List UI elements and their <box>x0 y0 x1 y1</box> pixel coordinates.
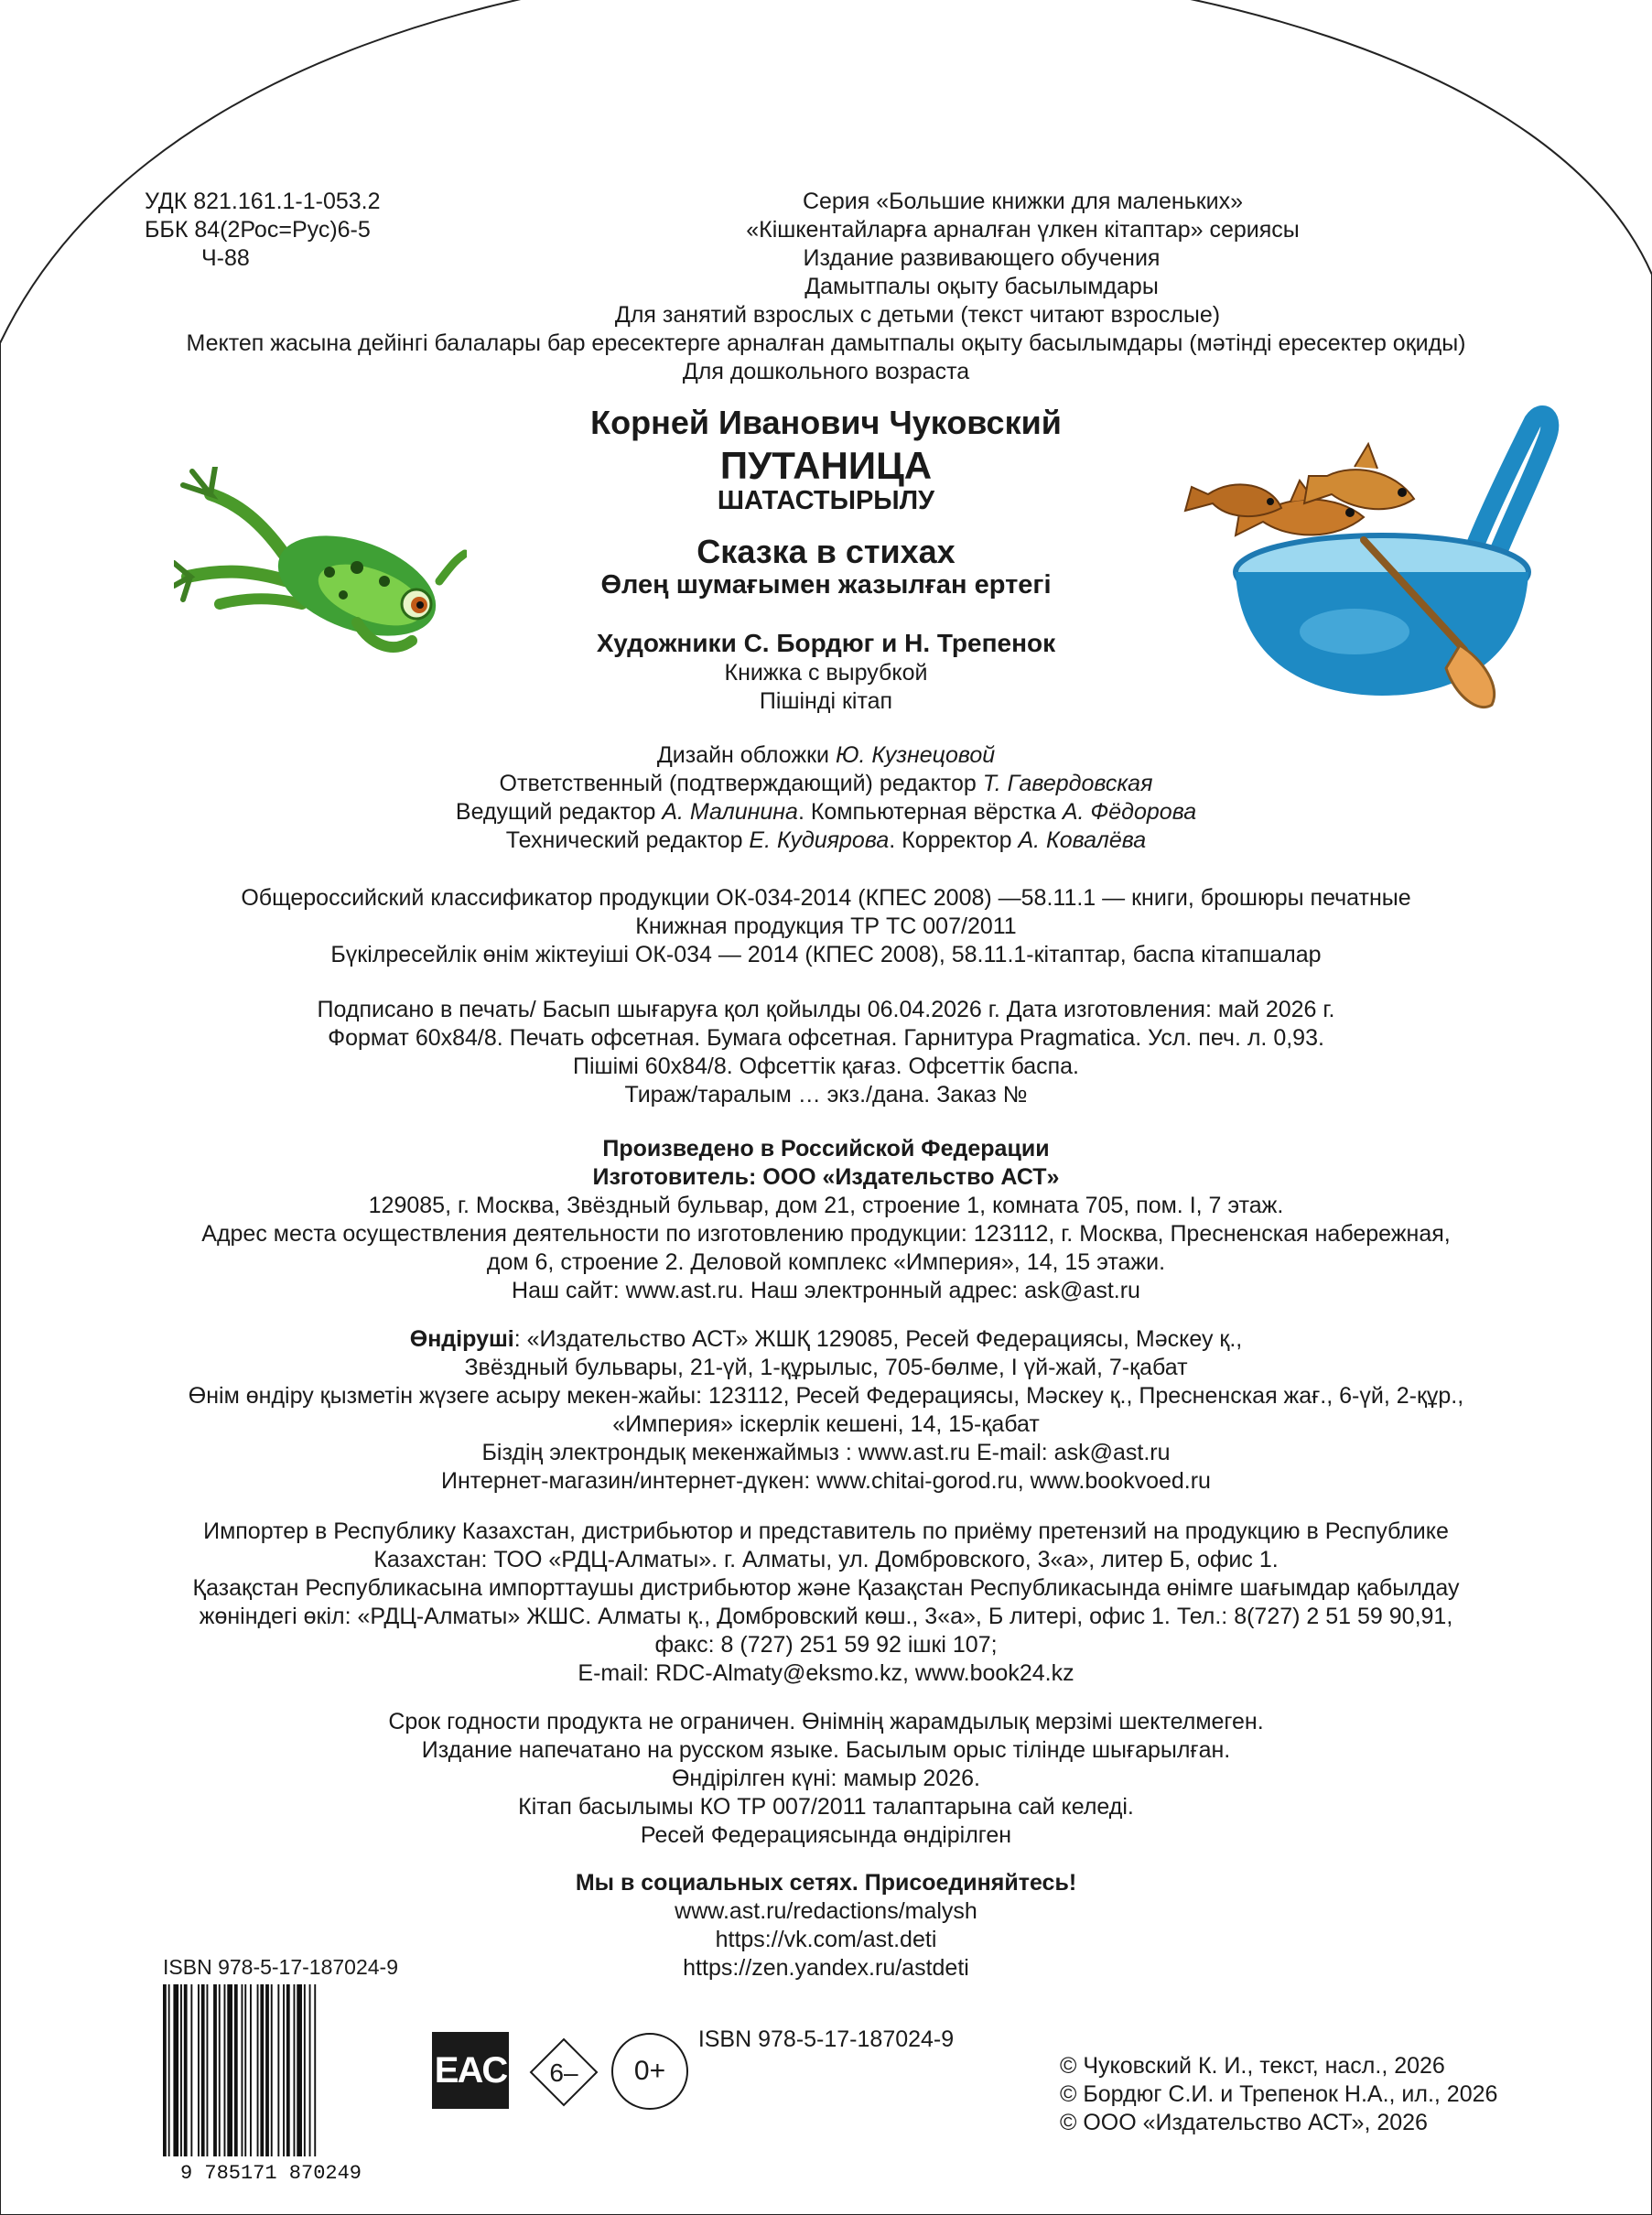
barcode-digits: 9 785171 870249 <box>179 2162 362 2184</box>
printing-block <box>0 996 1652 1109</box>
book-title-kz: ШАТАСТЫРЫЛУ <box>717 486 935 515</box>
copyright-block <box>1060 2052 1497 2137</box>
produced-in: Произведено в Российской Федерации <box>602 1136 1050 1162</box>
manufacturer-name: Изготовитель: ООО «Издательство АСТ» <box>592 1164 1060 1190</box>
shelf-line: Издание напечатано на русском языке. Басылым орыс тілінде шығарылған. <box>421 1737 1231 1763</box>
shelf-life-block <box>0 1708 1652 1850</box>
importer-line: жөніндегі өкіл: «РДЦ-Алматы» ЖШС. Алматы қ., Домбровский көш., 3«а», Б литері, офис 1. Тел.: 8(727) 2 51 59 90,91, <box>199 1604 1453 1629</box>
copyright-line: © Чуковский К. И., текст, насл., 2026 <box>1060 2053 1445 2079</box>
book-title: ПУТАНИЦА <box>719 444 933 487</box>
author-name: Корней Иванович Чуковский <box>590 404 1062 441</box>
manufacturer-kz-line: Өндіруші: «Издательство АСТ» ЖШҚ 129085, Ресей Федерациясы, Мәскеу қ., <box>409 1326 1243 1352</box>
shelf-line: Срок годности продукта не ограничен. Өнімнің жарамдылық мерзімі шектелмеген. <box>388 1709 1264 1734</box>
printing-line: Формат 60х84/8. Печать офсетная. Бумага офсетная. Гарнитура Pragmatica. Усл. печ. л. 0,93. <box>328 1025 1324 1051</box>
manufacturer-kz-line: Интернет-магазин/интернет-дүкен: www.chitai-gorod.ru, www.bookvoed.ru <box>441 1468 1211 1494</box>
shelf-line: Өндірілген күні: мамыр 2026. <box>671 1766 980 1791</box>
author-code: Ч-88 <box>201 245 250 271</box>
importer-line: факс: 8 (727) 251 59 92 ішкі 107; <box>654 1632 998 1658</box>
book-type-kz: Пішінді кітап <box>759 688 893 714</box>
credit-line: Дизайн обложки Ю. Кузнецовой <box>656 742 996 768</box>
printing-line: Подписано в печать/ Басып шығаруға қол қойылды 06.04.2026 г. Дата изготовления: май 2026 г. <box>317 997 1335 1022</box>
credits-block <box>0 741 1652 855</box>
eac-mark: EAC <box>432 2032 509 2109</box>
manufacturer-kz-line: Біздің электрондық мекенжаймыз : www.ast.ru E-mail: ask@ast.ru <box>481 1440 1171 1465</box>
ladle-with-fish-illustration <box>1172 403 1574 714</box>
copyright-line: © ООО «Издательство АСТ», 2026 <box>1060 2110 1428 2135</box>
frog-illustration <box>174 467 467 668</box>
genre-kz: Өлең шумағымен жазылған ертегі <box>600 570 1052 600</box>
manufacturer-kz-line: «Империя» іскерлік кешені, 14, 15-қабат <box>612 1411 1040 1437</box>
social-link[interactable]: https://zen.yandex.ru/astdeti <box>683 1955 969 1981</box>
manufacturer-kz-block <box>0 1325 1652 1496</box>
age-6-label: 6– <box>549 2058 578 2087</box>
series-line: Серия «Большие книжки для маленьких» <box>802 189 1244 214</box>
manufacturer-line: Наш сайт: www.ast.ru. Наш электронный адрес: ask@ast.ru <box>512 1278 1140 1303</box>
importer-line: Казахстан: ТОО «РДЦ-Алматы». г. Алматы, ул. Домбровского, 3«а», литер Б, офис 1. <box>373 1547 1279 1572</box>
importer-line: E-mail: RDC-Almaty@eksmo.kz, www.book24.kz <box>578 1660 1074 1686</box>
illustrators: Художники С. Бордюг и Н. Трепенок <box>596 629 1056 657</box>
manufacturer-kz-line: Өнім өндіру қызметін жүзеге асыру мекен-жайы: 123112, Ресей Федерациясы, Мәскеу қ., Пресненская жағ., 6-үй, 2-құр., <box>188 1383 1464 1409</box>
importer-line: Импортер в Республику Казахстан, дистрибьютор и представитель по приёму претензий на продукцию в Республике <box>203 1518 1449 1544</box>
series-line: Издание развивающего обучения <box>803 245 1161 271</box>
credit-line: Технический редактор Е. Кудиярова. Корректор А. Ковалёва <box>505 827 1147 853</box>
social-link[interactable]: www.ast.ru/redactions/malysh <box>675 1898 977 1924</box>
printing-line: Пішімі 60х84/8. Офсеттік қағаз. Офсеттік баспа. <box>572 1053 1079 1079</box>
udk-line: УДК 821.161.1-1-053.2 <box>145 189 381 214</box>
manufacturer-line: Адрес места осуществления деятельности по изготовлению продукции: 123112, г. Москва, Пресненская набережная, <box>201 1221 1451 1247</box>
series-line: Для занятий взрослых с детьми (текст читают взрослые) <box>614 302 1221 328</box>
copyright-line: © Бордюг С.И. и Трепенок Н.А., ил., 2026 <box>1060 2081 1498 2107</box>
classification-line: Общероссийский классификатор продукции ОК-034-2014 (КПЕС 2008) —58.11.1 — книги, брошюры печатные <box>241 885 1411 911</box>
series-line: Дамытпалы оқыту басылымдары <box>804 274 1159 299</box>
classification-line: Бүкілресейлік өнім жіктеуіші ОК-034 — 2014 (КПЕС 2008), 58.11.1-кітаптар, баспа кітапшалар <box>330 942 1322 967</box>
importer-line: Қазақстан Республикасына импорттаушы дистрибьютор және Қазақстан Республикасында өнімге шағымдар қабылдау <box>192 1575 1460 1601</box>
social-title: Мы в социальных сетях. Присоединяйтесь! <box>575 1870 1077 1896</box>
manufacturer-line: 129085, г. Москва, Звёздный бульвар, дом 21, строение 1, комната 705, пом. I, 7 этаж. <box>368 1193 1284 1218</box>
bbk-line: ББК 84(2Рос=Рус)6-5 <box>145 217 371 243</box>
age-0-mark: 0+ <box>611 2033 688 2110</box>
barcode <box>157 1984 384 2184</box>
series-block <box>0 188 1652 386</box>
series-line: «Кішкентайларға арналған үлкен кітаптар» сериясы <box>746 217 1300 243</box>
credit-line: Ответственный (подтверждающий) редактор Т. Гавердовская <box>499 771 1153 796</box>
manufacturer-kz-line: Звёздный бульвары, 21-үй, 1-құрылыс, 705-бөлме, I үй-жай, 7-қабат <box>464 1355 1188 1380</box>
genre: Сказка в стихах <box>696 533 956 570</box>
social-link[interactable]: https://vk.com/ast.deti <box>715 1927 937 1952</box>
shelf-line: Кітап басылымы КО ТР 007/2011 талаптарына сай келеді. <box>518 1794 1134 1820</box>
manufacturer-block <box>0 1135 1652 1305</box>
classification-block <box>0 884 1652 969</box>
isbn-center: ISBN 978-5-17-187024-9 <box>697 2026 955 2052</box>
printing-line: Тираж/таралым … экз./дана. Заказ № <box>624 1082 1028 1108</box>
series-line: Мектеп жасына дейінгі балалары бар ересектерге арналған дамытпалы оқыту басылымдары (мәтінді ересектер оқиды) <box>186 330 1466 356</box>
shelf-line: Ресей Федерациясында өндірілген <box>640 1822 1012 1848</box>
credit-line: Ведущий редактор А. Малинина. Компьютерная вёрстка А. Фёдорова <box>455 799 1197 825</box>
book-type-ru: Книжка с вырубкой <box>724 660 928 686</box>
importer-block <box>0 1518 1652 1688</box>
series-line: Для дошкольного возраста <box>682 359 970 384</box>
manufacturer-line: дом 6, строение 2. Деловой комплекс «Империя», 14, 15 этажи. <box>486 1249 1166 1275</box>
isbn-label-barcode: ISBN 978-5-17-187024-9 <box>163 1955 398 1979</box>
classification-line: Книжная продукция ТР ТС 007/2011 <box>635 913 1017 939</box>
